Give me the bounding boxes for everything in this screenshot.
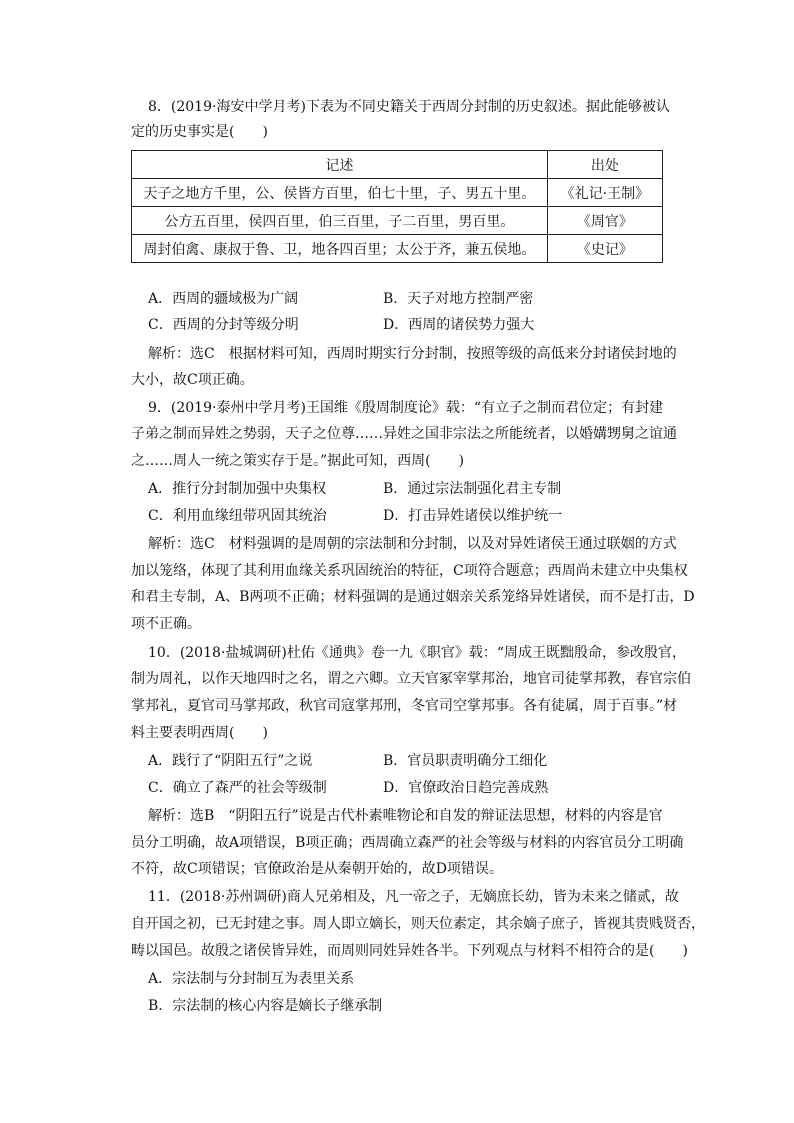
q8-analysis-line-1: 解析：选C 根据材料可知，西周时期实行分封制，按照等级的高低来分封诸侯封地的 xyxy=(148,346,677,362)
table-cell: 《史记》 xyxy=(547,235,662,263)
q8-option-b: B．天子对地方控制严密 xyxy=(383,291,534,307)
q10-option-a: A．践行了“阴阳五行”之说 xyxy=(148,753,313,769)
q8-option-c: C．西周的分封等级分明 xyxy=(148,317,299,333)
table-cell: 《礼记·王制》 xyxy=(547,179,662,207)
q10-analysis-line-1: 解析：选B “阴阳五行”说是古代朴素唯物论和自发的辩证法思想，材料的内容是官 xyxy=(148,808,663,824)
q8-option-d: D．西周的诸侯势力强大 xyxy=(383,317,535,333)
q11-option-b: B．宗法制的核心内容是嫡长子继承制 xyxy=(148,998,383,1014)
table-header-cell: 记述 xyxy=(132,151,548,179)
q9-analysis-line-4: 项不正确。 xyxy=(131,616,201,632)
q10-stem-line-4: 料主要表明西周( ) xyxy=(131,725,268,741)
q9-option-c: C．利用血缘纽带巩固其统治 xyxy=(148,508,327,524)
q9-stem-line-2: 子弟之制而异姓之势弱，天子之位尊……异姓之国非宗法之所能统者，以婚媾甥舅之谊通 xyxy=(131,426,677,442)
q8-analysis-line-2: 大小，故C项正确。 xyxy=(131,372,254,388)
table-cell: 公方五百里，侯四百里，伯三百里，子二百里，男百里。 xyxy=(132,207,548,235)
q9-analysis-line-2: 加以笼络，体现了其利用血缘关系巩固统治的特征，C项符合题意；西周尚未建立中央集权 xyxy=(131,563,688,579)
q10-stem-line-2: 制为周礼，以作天地四时之名，谓之六卿。立天官冢宰掌邦治，地官司徒掌邦教，春官宗伯 xyxy=(131,671,691,687)
q10-analysis-line-2: 员分工明确，故A项错误，B项正确；西周确立森严的社会等级与材料的内容官员分工明确 xyxy=(131,835,684,851)
q10-stem-line-1: 10．(2018·盐城调研)杜佑《通典》卷一九《职官》载：“周成王既黜殷命，参改殷官， xyxy=(148,645,686,661)
table-row xyxy=(132,235,663,263)
q9-option-b: B．通过宗法制强化君主专制 xyxy=(383,481,562,497)
table-cell: 天子之地方千里，公、侯皆方百里，伯七十里，子、男五十里。 xyxy=(132,179,548,207)
q10-option-c: C．确立了森严的社会等级制 xyxy=(148,780,327,796)
table-header-cell: 出处 xyxy=(547,151,662,179)
q9-analysis-line-1: 解析：选C 材料强调的是周朝的宗法制和分封制，以及对异姓诸侯王通过联姻的方式 xyxy=(148,536,677,552)
q9-option-a: A．推行分封制加强中央集权 xyxy=(148,481,327,497)
q11-stem-line-3: 畴以国邑。故殷之诸侯皆异姓，而周则同姓异姓各半。下列观点与材料不相符合的是( ) xyxy=(131,943,688,959)
table-row xyxy=(132,179,663,207)
q9-analysis-line-3: 和君主专制，A、B两项不正确；材料强调的是通过姻亲关系笼络异姓诸侯，而不是打击，D xyxy=(131,589,695,605)
q11-stem-line-2: 自开国之初，已无封建之事。周人即立嫡长，则天位素定，其余嫡子庶子，皆视其贵贱贤否， xyxy=(131,916,705,932)
q10-stem-line-3: 掌邦礼，夏官司马掌邦政，秋官司寇掌邦刑，冬官司空掌邦事。各有徒属，周于百事。”材 xyxy=(131,698,678,714)
q10-analysis-line-3: 不符，故C项错误；官僚政治是从秦朝开始的，故D项错误。 xyxy=(131,861,503,877)
q11-stem-line-1: 11．(2018·苏州调研)商人兄弟相及，凡一帝之子，无嫡庶长幼，皆为未来之储贰，故 xyxy=(148,889,679,905)
q11-option-a: A．宗法制与分封制互为表里关系 xyxy=(148,971,355,987)
table-cell: 《周官》 xyxy=(547,207,662,235)
q8-stem-line-1: 8．(2019·海安中学月考)下表为不同史籍关于西周分封制的历史叙述。据此能够被认 xyxy=(148,99,670,115)
q10-option-d: D．官僚政治日趋完善成熟 xyxy=(383,780,549,796)
table-header-row xyxy=(132,151,663,179)
q9-stem-line-3: 之……周人一统之策实存于是。”据此可知，西周( ) xyxy=(131,453,465,469)
q9-stem-line-1: 9．(2019·泰州中学月考)王国维《殷周制度论》载：“有立子之制而君位定；有封建 xyxy=(148,400,664,416)
q9-option-d: D．打击异姓诸侯以维护统一 xyxy=(383,508,563,524)
q8-source-table xyxy=(131,150,663,263)
q8-stem-line-2: 定的历史事实是( ) xyxy=(131,124,268,140)
table-row xyxy=(132,207,663,235)
q8-option-a: A．西周的疆域极为广阔 xyxy=(148,291,299,307)
table-cell: 周封伯禽、康叔于鲁、卫，地各四百里；太公于齐，兼五侯地。 xyxy=(132,235,548,263)
q10-option-b: B．官员职责明确分工细化 xyxy=(383,753,548,769)
